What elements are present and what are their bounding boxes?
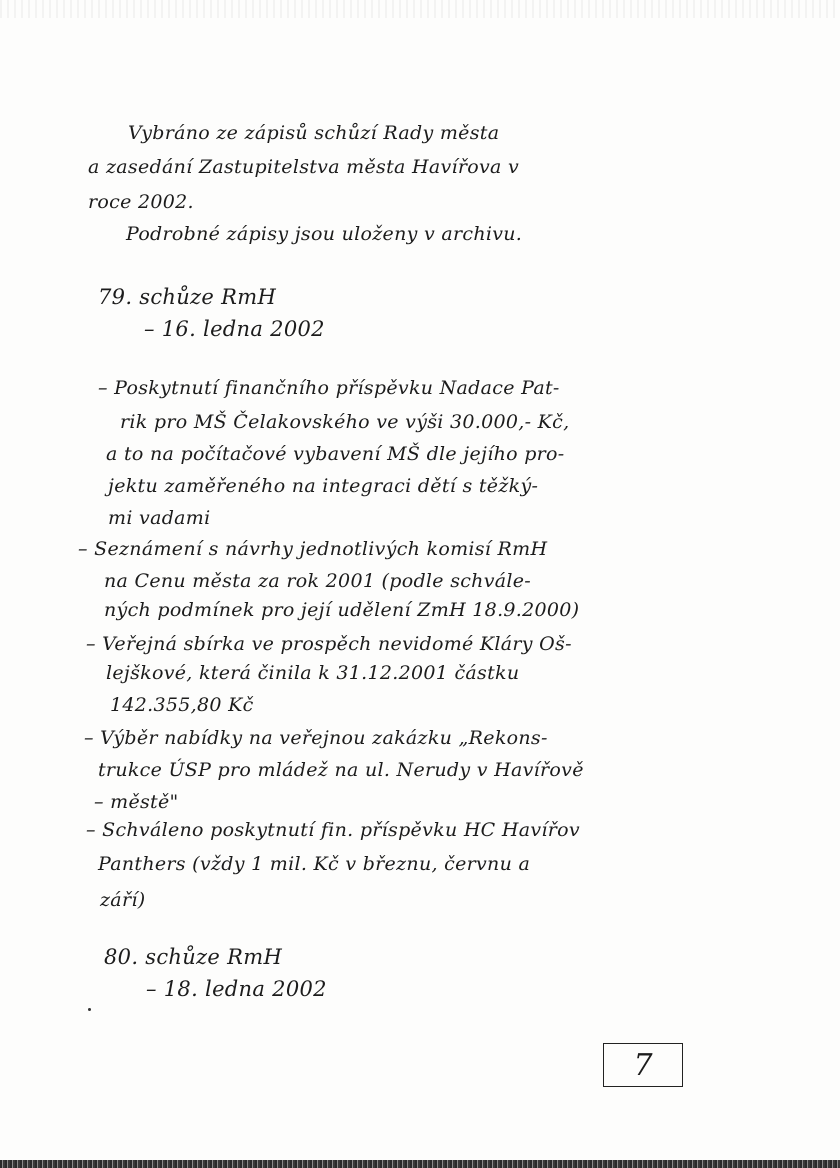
item-line-10: lejškové, která činila k 31.12.2001 částku [106, 662, 520, 684]
intro-line-1: Vybráno ze zápisů schůzí Rady města [128, 122, 500, 144]
scan-edge-noise [0, 0, 840, 18]
item-line-1: – Poskytnutí finančního příspěvku Nadace Pat- [98, 377, 560, 399]
item-line-7: na Cenu města za rok 2001 (podle schvále- [104, 570, 532, 592]
item-line-12: – Výběr nabídky na veřejnou zakázku „Rekons- [84, 727, 548, 749]
page-number-box [603, 1043, 683, 1087]
item-line-13: trukce ÚSP pro mládež na ul. Nerudy v Havířově [98, 759, 584, 781]
intro-line-2: a zasedání Zastupitelstva města Havířova v [88, 156, 520, 178]
meeting-79-heading: 79. schůze RmH [98, 285, 277, 309]
intro-line-3: roce 2002. [88, 191, 194, 213]
item-line-9: – Veřejná sbírka ve prospěch nevidomé Kláry Oš- [86, 633, 572, 655]
item-line-14: – městě" [94, 791, 179, 813]
item-line-5: mi vadami [108, 507, 211, 529]
scan-bottom-edge [0, 1160, 840, 1168]
meeting-79-date: – 16. ledna 2002 [144, 317, 325, 341]
meeting-80-heading: 80. schůze RmH [104, 945, 283, 969]
item-line-8: ných podmínek pro její udělení ZmH 18.9.2000) [104, 599, 580, 621]
item-line-3: a to na počítačové vybavení MŠ dle jejího pro- [106, 443, 565, 465]
item-line-11: 142.355,80 Kč [110, 694, 254, 716]
ink-speck [88, 1008, 91, 1011]
item-line-15: – Schváleno poskytnutí fin. příspěvku HC Havířov [86, 819, 580, 841]
meeting-80-date: – 18. ledna 2002 [146, 977, 327, 1001]
item-line-16: Panthers (vždy 1 mil. Kč v březnu, červnu a [98, 853, 531, 875]
item-line-6: – Seznámení s návrhy jednotlivých komisí RmH [78, 538, 548, 560]
item-line-17: září) [100, 889, 146, 911]
page-number: 7 [633, 1047, 653, 1083]
item-line-4: jektu zaměřeného na integraci dětí s těžký- [108, 475, 539, 497]
item-line-2: rik pro MŠ Čelakovského ve výši 30.000,- Kč, [120, 411, 570, 433]
intro-line-4: Podrobné zápisy jsou uloženy v archivu. [126, 223, 523, 245]
